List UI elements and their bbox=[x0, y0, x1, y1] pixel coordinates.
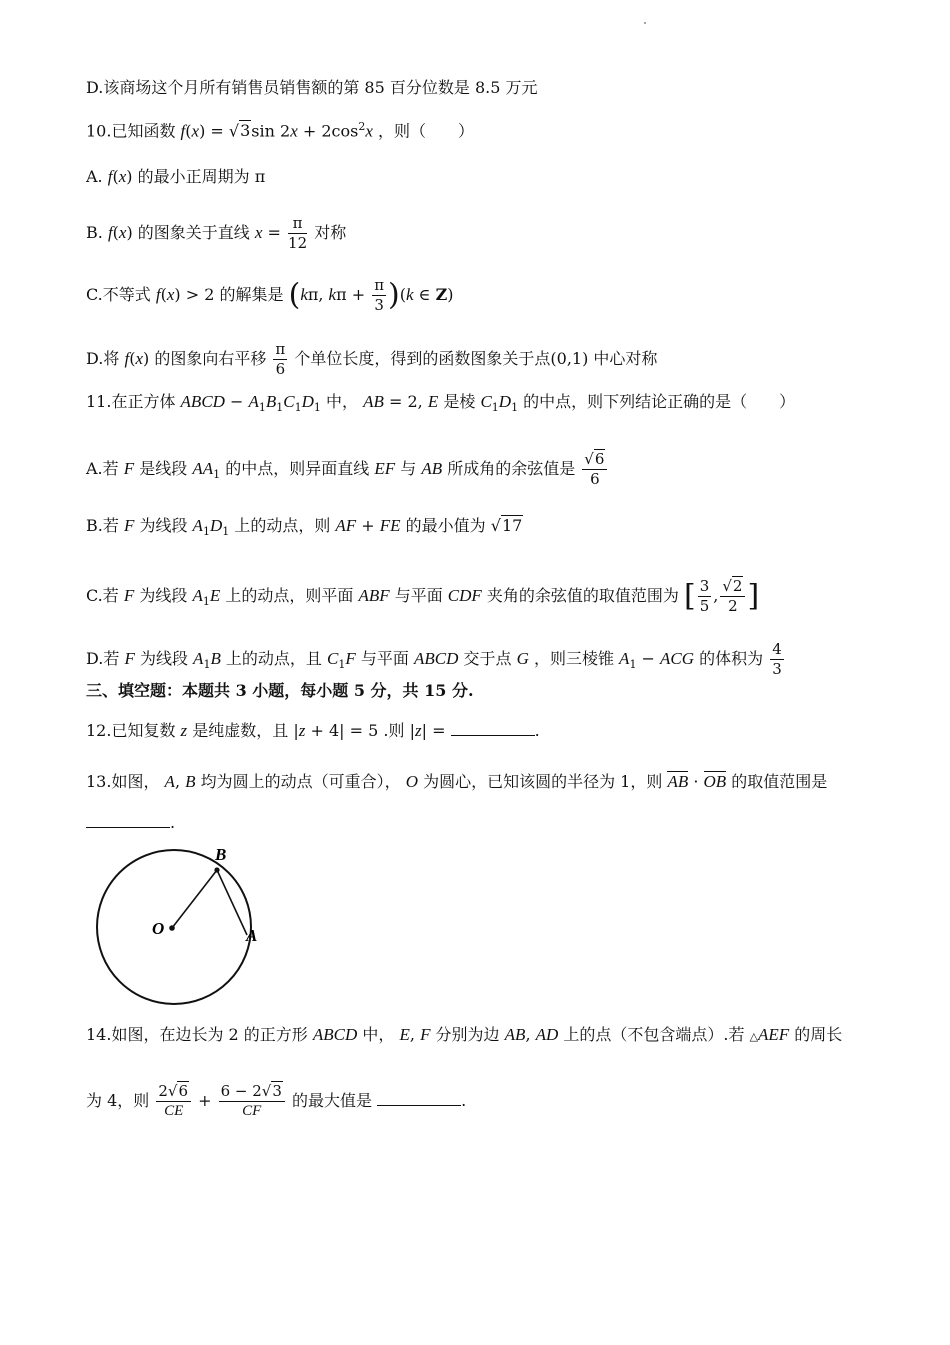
q13-answer-line: . bbox=[86, 812, 175, 834]
q10-c-pre: C.不等式 bbox=[86, 285, 151, 304]
q13-mid2: 为圆心，已知该圆的半径为 1，则 bbox=[423, 772, 663, 791]
q11-c-post: 夹角的余弦值的取值范围为 bbox=[486, 586, 679, 605]
q14-line2-post: 的最大值是 bbox=[292, 1091, 373, 1110]
q11-stem-mid1: 中， bbox=[326, 392, 359, 411]
q10-d-end: 中心对称 bbox=[593, 349, 658, 368]
q10-stem: 10.已知函数 f(x) = √3sin $2x + 2\cos^2x$ ，则（ ） bbox=[86, 120, 474, 141]
q10-a-pre: A. bbox=[86, 167, 103, 186]
q11-c-mid3: 与平面 bbox=[394, 586, 443, 605]
q11-option-d: D.若 F 为线段 $A_1B$ 上的动点，且 $C_1F$ 与平面 ABCD 交于点 G ，则三棱锥 $A_1$ − ACG 的体积为 $\frac{4}{3}$ bbox=[86, 640, 782, 678]
q14-line1-mid: 中， bbox=[362, 1025, 395, 1044]
q11-a-mid1: 是线段 bbox=[139, 459, 188, 478]
q11-c-mid2: 上的动点，则平面 bbox=[225, 586, 354, 605]
q11-c-mid1: 为线段 bbox=[139, 586, 188, 605]
q14-answer-blank[interactable] bbox=[377, 1091, 461, 1106]
q12-answer-blank[interactable] bbox=[451, 721, 535, 736]
q12-mid: 是纯虚数，且 bbox=[192, 721, 289, 740]
circle-figure bbox=[88, 840, 278, 1015]
q13-mid: 均为圆上的动点（可重合）， bbox=[200, 772, 401, 791]
q14-line2-pre: 为 4，则 bbox=[86, 1091, 150, 1110]
q10-stem-post: ，则（ ） bbox=[377, 121, 474, 141]
q13-post: 的取值范围是 bbox=[731, 772, 828, 791]
q14-line1: 14.如图，在边长为 2 的正方形 ABCD 中， E, F 分别为边 AB, AD 上的点（不包含端点）.若 △AEF 的周长 bbox=[86, 1025, 843, 1044]
q10-d-mid: 的图象向右平移 bbox=[154, 349, 267, 368]
q11-stem-mid2: 是棱 bbox=[443, 392, 476, 411]
q13: 13.如图， A, B 均为圆上的动点（可重合）， O 为圆心，已知该圆的半径为 1，则 AB · OB 的取值范围是 bbox=[86, 772, 828, 791]
q12-pre: 12.已知复数 bbox=[86, 721, 176, 740]
q14-line1-post: 上的点（不包含端点）.若 bbox=[563, 1025, 745, 1044]
q11-option-c: C.若 F 为线段 $A_1E$ 上的动点，则平面 ABF 与平面 CDF 夹角的余弦值的取值范围为 [ $\frac{3}{5}$ , $\frac{√2}{2}$ ] bbox=[86, 577, 760, 615]
q10-c-mid: 的解集是 bbox=[219, 285, 284, 304]
q11-a-pre: A.若 bbox=[86, 459, 119, 478]
q11-d-mid3: 与平面 bbox=[360, 649, 409, 668]
q12-post: = bbox=[432, 721, 446, 740]
q11-d-post: 的体积为 bbox=[699, 649, 764, 668]
q14-line2: 为 4，则 $\frac{2√6}{CE}$ + $\frac{6 - 2√3}{CF}$ 的最大值是 . bbox=[86, 1082, 467, 1119]
q9-option-d: D.该商场这个月所有销售员销售额的第 85 百分位数是 8.5 万元 bbox=[86, 78, 538, 97]
q11-stem-post: 的中点，则下列结论正确的是（ ） bbox=[523, 392, 796, 411]
scan-dot bbox=[644, 22, 646, 24]
q11-b-mid1: 为线段 bbox=[139, 516, 188, 535]
q11-option-b: B.若 F 为线段 $A_1D_1$ 上的动点，则 AF + FE 的最小值为 √17 bbox=[86, 516, 523, 539]
q10-option-d: D.将 f(x) 的图象向右平移 $\frac{\pi}{6}$ 个单位长度，得到的函数图象关于点(0,1) 中心对称 bbox=[86, 340, 658, 378]
q11-option-a: A.若 F 是线段 $AA_1$ 的中点，则异面直线 EF 与 AB 所成角的余弦值是 $\frac{√6}{6}$ bbox=[86, 450, 609, 489]
q11-c-pre: C.若 bbox=[86, 586, 119, 605]
q11-b-mid2: 上的动点，则 bbox=[234, 516, 331, 535]
segment-ob bbox=[172, 870, 217, 928]
q11-a-mid3: 与 bbox=[400, 459, 417, 478]
q10-option-a: A. f(x) 的最小正周期为 π bbox=[86, 167, 266, 186]
q11-d-pre: D.若 bbox=[86, 649, 120, 668]
q12-mid2: .则 bbox=[383, 721, 405, 740]
q11-stem: 11.在正方体 ABCD − $A_1B_1C_1D_1$ 中， AB = 2, E 是棱 $C_1D_1$ 的中点，则下列结论正确的是（ ） bbox=[86, 392, 796, 415]
q12: 12.已知复数 z 是纯虚数，且 |z + 4| = 5 .则 |z| = . bbox=[86, 721, 540, 740]
label-b: B bbox=[215, 845, 227, 864]
q11-d-mid2: 上的动点，且 bbox=[225, 649, 322, 668]
q10-d-pre: D.将 bbox=[86, 349, 120, 368]
q11-stem-pre: 11.在正方体 bbox=[86, 392, 176, 411]
q14-line1-pre: 14.如图，在边长为 2 的正方形 bbox=[86, 1025, 308, 1044]
q10-a-post: 的最小正周期为 bbox=[137, 167, 250, 186]
q11-b-pre: B.若 bbox=[86, 516, 119, 535]
q10-d-post: 个单位长度，得到的函数图象关于点 bbox=[294, 349, 551, 368]
q10-option-b: B. f(x) 的图象关于直线 x = $\frac{\pi}{12}$ 对称 bbox=[86, 214, 347, 252]
center-point bbox=[169, 925, 175, 931]
q11-a-mid2: 的中点，则异面直线 bbox=[225, 459, 370, 478]
q11-a-post: 所成角的余弦值是 bbox=[447, 459, 576, 478]
q10-b-post: 对称 bbox=[314, 223, 347, 242]
q13-pre: 13.如图， bbox=[86, 772, 160, 791]
q14-line1-end: 的周长 bbox=[794, 1025, 843, 1044]
q10-b-pre: B. bbox=[86, 223, 103, 242]
q11-d-mid5: ，则三棱锥 bbox=[533, 649, 614, 668]
q11-d-mid4: 交于点 bbox=[463, 649, 512, 668]
q13-answer-blank[interactable] bbox=[86, 813, 170, 828]
q11-b-post: 的最小值为 bbox=[405, 516, 486, 535]
label-o: O bbox=[152, 919, 165, 938]
q10-option-c: C.不等式 f(x) > 2 的解集是 (kπ, kπ + $\frac{\pi}{3}$ )(k ∈ Z) bbox=[86, 276, 454, 314]
q11-d-mid1: 为线段 bbox=[139, 649, 188, 668]
segment-ab bbox=[217, 870, 247, 935]
q14-line1-mid2: 分别为边 bbox=[435, 1025, 500, 1044]
section-3-heading: 三、填空题：本题共 3 小题，每小题 5 分，共 15 分. bbox=[86, 681, 474, 700]
label-a: A bbox=[246, 926, 258, 945]
q10-b-mid: 的图象关于直线 bbox=[137, 223, 250, 242]
q10-stem-pre: 10.已知函数 bbox=[86, 121, 176, 141]
point-b bbox=[214, 867, 219, 872]
